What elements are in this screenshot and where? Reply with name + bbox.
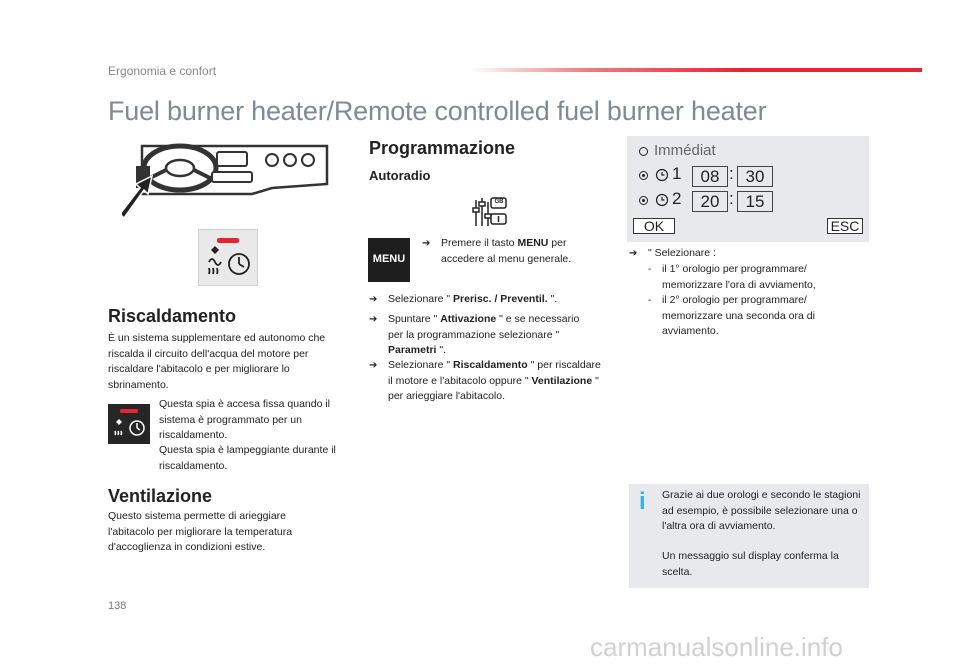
heading-riscaldamento: Riscaldamento (108, 306, 237, 326)
dashboard-illustration (122, 138, 332, 220)
clock1-hour[interactable]: 08 (692, 166, 728, 187)
clock-icon (655, 168, 669, 187)
section-label: Ergonomia e confort (108, 64, 217, 78)
clock2-label: 2 (672, 189, 682, 208)
page-number: 138 (108, 600, 127, 612)
info-text-2: Un messaggio sul display conferma la scelta. (662, 550, 839, 578)
ventilazione-text: Questo sistema permette di arieggiare l'abitacolo per migliorare la temperatura d'accoglienza in condizioni estive. (108, 510, 293, 553)
light-text-flashing: Questa spia è lampeggiante durante il riscaldamento. (159, 444, 336, 472)
clock2-radio[interactable] (639, 196, 648, 205)
info-icon: i (639, 488, 646, 515)
menu-button-label: MENU (372, 253, 406, 265)
heading-autoradio: Autoradio (369, 168, 431, 183)
immediate-label: Immédiat (654, 142, 716, 159)
gb-label: GB (494, 199, 504, 205)
esc-button[interactable]: ESC (827, 218, 863, 234)
watermark: carmanualsonline.info (590, 632, 843, 662)
clock2-hour[interactable]: 20 (692, 191, 728, 212)
heading-ventilazione: Ventilazione (108, 486, 213, 506)
clock2-minute[interactable]: 15 (737, 191, 773, 212)
info-box (629, 484, 869, 588)
page-title: Fuel burner heater/Remote controlled fuel burner heater (108, 96, 767, 126)
info-text-1: Grazie ai due orologi e secondo le stagioni ad esempio, è possibile selezionare una o l'altra ora di avviamento. (662, 489, 861, 532)
heater-indicator-icon (198, 229, 258, 286)
header-accent-line (470, 68, 922, 72)
ok-button[interactable]: OK (633, 218, 675, 234)
light-text-steady: Questa spia è accesa fissa quando il sistema è programmato per un riscaldamento. (159, 398, 331, 441)
clock-screen (627, 136, 869, 242)
clock1-radio[interactable] (639, 171, 648, 180)
clock1-minute[interactable]: 30 (737, 166, 773, 187)
riscaldamento-intro: È un sistema supplementare ed autonomo che riscalda il circuito dell'acqua del motore per riscaldare l'abitacolo e per migliorare lo sbrinamento. (108, 332, 326, 391)
menu-button-icon (368, 238, 410, 282)
radio-controls-icon (472, 196, 508, 228)
immediate-radio[interactable] (639, 147, 648, 156)
clock-icon (655, 193, 669, 212)
clock2-colon: : (729, 189, 734, 208)
clock1-colon: : (729, 164, 734, 183)
clock1-label: 1 (672, 164, 682, 183)
heading-programmazione: Programmazione (369, 138, 516, 158)
heater-light-icon (108, 404, 150, 444)
